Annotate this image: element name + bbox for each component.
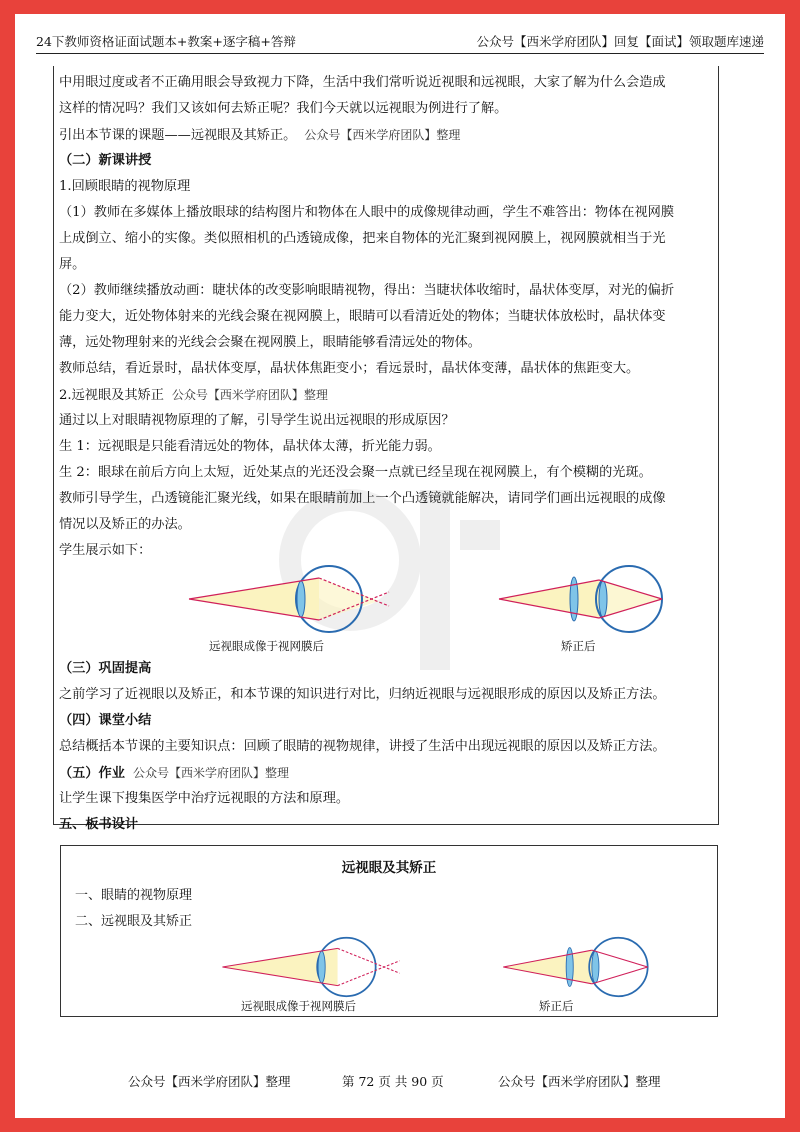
line-text: 五、板书设计	[59, 817, 139, 832]
lower-lines-line	[59, 682, 715, 708]
line-text: （二）新课讲授	[59, 153, 152, 168]
board-item-2: 二、远视眼及其矫正	[75, 914, 193, 929]
body-lines-line	[59, 96, 715, 122]
body-lines-line	[59, 330, 715, 356]
line-text: 通过以上对眼睛视物原理的了解，引导学生说出远视眼的形成原因？	[59, 413, 455, 428]
watermark-note: 公众号【西米学府团队】整理	[132, 766, 289, 780]
blackboard-design	[60, 845, 718, 1017]
line-text: 教师总结，看近景时，晶状体变厚，晶状体焦距变小；看远景时，晶状体变薄，晶状体的焦距变大。	[59, 361, 640, 376]
line-text: 薄，远处物理射来的光线会会聚在视网膜上，眼睛能够看清远处的物体。	[59, 335, 481, 350]
lower-lines-line	[59, 760, 715, 786]
line-text: （五）作业	[59, 766, 125, 781]
body-lines-line	[59, 486, 715, 512]
page-header	[36, 28, 764, 54]
line-text: 这样的情况吗？我们又该如何去矫正呢？我们今天就以远视眼为例进行了解。	[59, 101, 508, 116]
corrected-eye-diagram	[489, 564, 689, 634]
body-lines-line	[59, 408, 715, 434]
body-lines-line	[59, 70, 715, 96]
lower-lines-line	[59, 656, 715, 682]
upper-text	[59, 70, 715, 564]
body-lines-line	[59, 512, 715, 538]
line-text: 上成倒立、缩小的实像。类似照相机的凸透镜成像，把来自物体的光汇聚到视网膜上，视网膜就相当于光	[59, 231, 666, 246]
body-lines-line	[59, 434, 715, 460]
board-title: 远视眼及其矫正	[341, 860, 437, 876]
line-text: 能力变大，近处物体射来的光线会聚在视网膜上，眼睛可以看清近处的物体；当睫状体放松时，晶状体变	[59, 309, 666, 324]
line-text: （2）教师继续播放动画：睫状体的改变影响眼睛视物，得出：当睫状体收缩时，晶状体变厚，对光的偏折	[59, 283, 675, 298]
body-lines-line	[59, 122, 715, 148]
header-right: 公众号【西米学府团队】回复【面试】领取题库速递	[476, 34, 764, 49]
body-lines-line	[59, 356, 715, 382]
lower-lines-line	[59, 734, 715, 760]
body-lines-line	[59, 174, 715, 200]
line-text: 引出本节课的课题——远视眼及其矫正。	[59, 128, 297, 143]
footer-left: 公众号【西米学府团队】整理	[128, 1074, 291, 1089]
body-lines-line	[59, 382, 715, 408]
line-text: 学生展示如下：	[59, 543, 152, 558]
line-text: 让学生课下搜集医学中治疗远视眼的方法和原理。	[59, 791, 350, 806]
lower-lines-line	[59, 708, 715, 734]
line-text: 屏。	[59, 257, 86, 272]
watermark-note: 公众号【西米学府团队】整理	[304, 128, 461, 142]
watermark-note: 公众号【西米学府团队】整理	[171, 388, 328, 402]
lower-lines-line	[59, 812, 715, 838]
line-text: 总结概括本节课的主要知识点：回顾了眼睛的视物规律，讲授了生活中出现远视眼的原因以及矫正方法。	[59, 739, 666, 754]
body-lines-line	[59, 200, 715, 226]
body-lines-line	[59, 148, 715, 174]
board-item-1: 一、眼睛的视物原理	[75, 888, 193, 903]
farsighted-eye-diagram	[179, 564, 399, 634]
line-text: 生 1：远视眼是只能看清远处的物体，晶状体太薄，折光能力弱。	[59, 439, 441, 454]
body-lines-line	[59, 538, 715, 564]
body-lines-line	[59, 278, 715, 304]
line-text: 之前学习了近视眼以及矫正，和本节课的知识进行对比，归纳近视眼与远视眼形成的原因以及矫正方法。	[59, 687, 666, 702]
board-caption-right: 矫正后	[539, 999, 574, 1013]
line-text: 中用眼过度或者不正确用眼会导致视力下降，生活中我们常听说近视眼和远视眼，大家了解为什么会造成	[59, 75, 666, 90]
line-text: 教师引导学生，凸透镜能汇聚光线，如果在眼睛前加上一个凸透镜就能解决，请同学们画出远视眼的成像	[59, 491, 666, 506]
body-lines-line	[59, 226, 715, 252]
figure-caption-left: 远视眼成像于视网膜后	[209, 639, 324, 653]
footer-right: 公众号【西米学府团队】整理	[498, 1074, 661, 1089]
lesson-content	[59, 70, 715, 838]
body-lines-line	[59, 460, 715, 486]
figure-student-drawing	[59, 564, 715, 656]
header-left: 24下教师资格证面试题本+教案+逐字稿+答辩	[36, 34, 296, 49]
line-text: 1.回顾眼睛的视物原理	[59, 179, 191, 194]
board-farsighted-diagram	[211, 936, 411, 998]
line-text: （三）巩固提高	[59, 661, 152, 676]
figure-caption-right: 矫正后	[561, 639, 596, 653]
line-text: （1）教师在多媒体上播放眼球的结构图片和物体在人眼中的成像规律动画，学生不难答出：物体在视网膜	[59, 205, 675, 220]
line-text: 情况以及矫正的办法。	[59, 517, 191, 532]
footer-page-number: 第 72 页 共 90 页	[342, 1074, 444, 1089]
lower-text	[59, 656, 715, 838]
board-caption-left: 远视眼成像于视网膜后	[241, 999, 356, 1013]
line-text: 生 2：眼球在前后方向上太短，近处某点的光还没会聚一点就已经呈现在视网膜上，有个模糊的光斑。	[59, 465, 652, 480]
body-lines-line	[59, 252, 715, 278]
lower-lines-line	[59, 786, 715, 812]
board-corrected-diagram	[493, 936, 673, 998]
line-text: 2.远视眼及其矫正	[59, 388, 164, 403]
line-text: （四）课堂小结	[59, 713, 152, 728]
body-lines-line	[59, 304, 715, 330]
